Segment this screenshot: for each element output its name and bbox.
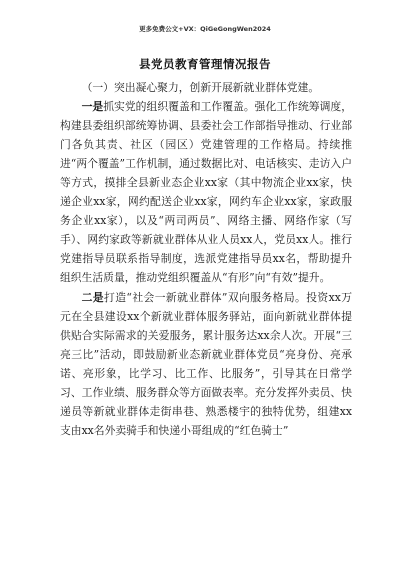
paragraph-2 [60, 288, 352, 440]
section-heading: （一）突出凝心聚力，创新开展新就业群体党建。 [81, 81, 320, 94]
paragraph-2-text: 打造“社会一新就业群体”双向服务格局。投资xx万元在全县建设xx个新就业群体服务驿站，面向新就业群体提供贴合实际需求的关爱服务，累计服务达xx余人次。开展“三亮三比”活动，即鼓励新业态新就业群体党员“亮身份、亮承诺、亮形象，比学习、比工作、比服务”，引导其在日常学习、工作业绩、服务群众等方面做表率。充分发挥外卖员、快递员等新就业群体走街串巷、熟悉楼宇的独特优势，组建xx支由xx名外卖骑手和快递小哥组成的“红色骑士” [60, 290, 353, 437]
paragraph-1-lead: 一是 [81, 100, 104, 114]
paragraph-1 [60, 97, 352, 287]
header-note: 更多免费公文+VX：QiGeGongWen2024 [139, 25, 271, 33]
document-title: 县党员教育管理情况报告 [139, 57, 271, 71]
paragraph-1-text: 抓实党的组织覆盖和工作覆盖。强化工作统筹调度，构建县委组织部统筹协调、县委社会工作部指导推动、行业部门各负其责、社区（园区）党建管理的工作格局。持续推进“两个覆盖”工作机制，通过数据比对、电话核实、走访入户等方式，摸排全县新业态企业xx家（其中物流企业xx家，快递企业xx家，网约配送企业xx家，网约车企业xx家，家政服务企业xx家），以及“两司两员”、网络主播、网络作家（写手）、网约家政等新就业群体从业人员xx人，党员xx人。推行党建指导员联系指导制度，选派党建指导员xx名，帮助提升组织生活质量，推动党组织覆盖从“有形”向“有效”提升。 [60, 100, 353, 285]
document-body [60, 78, 352, 440]
paragraph-2-lead: 二是 [81, 290, 104, 304]
